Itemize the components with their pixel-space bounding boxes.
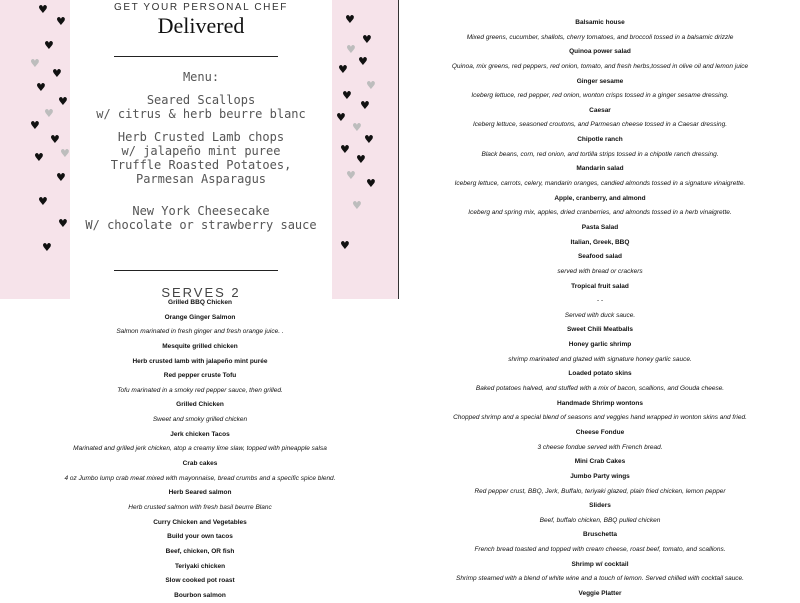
menu-item-description: 3 cheese fondue served with French bread. [537, 443, 663, 451]
heart-icon: ♥ [34, 151, 44, 164]
menu-item-title: Seafood salad [577, 253, 623, 261]
page-divider [398, 0, 399, 299]
menu-item-title: Bruschetta [583, 531, 617, 539]
menu-item-title: Bourbon salmon [174, 591, 226, 599]
menu-item-description: Baked potatoes halved, and stuffed with a mix of bacon, scallions, and Gouda cheese. [475, 385, 725, 393]
menu-item-title: Mesquite grilled chicken [162, 342, 238, 350]
heart-icon: ♥ [358, 55, 368, 68]
menu-item-description: Herb crusted salmon with fresh basil beurre Blanc [128, 503, 272, 511]
heart-icon: ♥ [352, 121, 362, 134]
menu-item-title: Orange Ginger Salmon [164, 313, 236, 321]
dish-line: W/ chocolate or strawberry sauce [85, 218, 317, 232]
heart-icon: ♥ [356, 153, 366, 166]
dish-dessert [70, 204, 332, 232]
menu-item-description: Salmon marinated in fresh ginger and fresh orange juice. . [116, 328, 284, 336]
menu-item-description: 4 oz Jumbo lump crab meat mixed with mayonnaise, bread crumbs and a specific spice blend. [64, 474, 336, 482]
menu-item-description: Red pepper crust, BBQ, Jerk, Buffalo, teriyaki glazed, plain fried chicken, lemon pepper [474, 487, 726, 495]
menu-item-title: Sweet Chili Meatballs [566, 326, 634, 334]
menu-item-description: Iceberg lettuce, red pepper, red onion, wonton crisps tossed in a ginger sesame dressing. [471, 92, 729, 100]
menu-item-description: Chopped shrimp and a special blend of seasons and veggies hand wrapped in wonton skins and fried. [453, 414, 747, 422]
dish-line: Parmesan Asparagus [135, 172, 267, 186]
menu-item-title: Red pepper cruste Tofu [163, 372, 237, 380]
menu-heading: Menu: [182, 70, 220, 84]
menu-item-description: shrimp marinated and glazed with signature honey garlic sauce. [508, 355, 692, 363]
dish-line: Truffle Roasted Potatoes, [110, 158, 292, 172]
heart-icon: ♥ [346, 169, 356, 182]
dish-line: Herb Crusted Lamb chops [117, 130, 285, 144]
heart-icon: ♥ [50, 133, 60, 146]
serves-label: SERVES 2 [161, 285, 241, 300]
heart-icon: ♥ [360, 99, 370, 112]
heart-icon: ♥ [336, 111, 346, 124]
heart-icon: ♥ [352, 199, 362, 212]
heart-icon: ♥ [44, 39, 54, 52]
menu-item-title: Mini Crab Cakes [574, 458, 626, 466]
heart-icon: ♥ [38, 195, 48, 208]
menu-item-title: Apple, cranberry, and almond [554, 194, 646, 202]
dish-main [70, 130, 332, 186]
heart-icon: ♥ [342, 89, 352, 102]
menu-item-title: Herb crusted lamb with jalapeño mint purée [132, 357, 268, 365]
heart-icon: ♥ [44, 107, 54, 120]
menu-item-description: French bread toasted and topped with cream cheese, roast beef, tomato, and scallions. [474, 546, 726, 554]
heart-icon: ♥ [38, 3, 48, 16]
menu-item-title: Grilled BBQ Chicken [168, 299, 232, 306]
menu-item-description: Tofu marinated in a smoky red pepper sauce, then grilled. [117, 386, 283, 394]
menu-item-title: Beef, chicken, OR fish [165, 547, 235, 555]
menu-item-title: Handmade Shrimp wontons [557, 399, 643, 407]
menu-item-title: Jumbo Party wings [570, 472, 630, 480]
heart-icon: ♥ [366, 177, 376, 190]
menu-item-description: Shrimp steamed with a blend of white wine and a touch of lemon. Served chilled with cocktail sauce. [456, 575, 744, 583]
heart-icon: ♥ [366, 79, 376, 92]
dish-line: w/ citrus & herb beurre blanc [96, 107, 306, 121]
menu-item-title: Shrimp w/ cocktail [571, 560, 629, 568]
menu-item-description: Mixed greens, cucumber, shallots, cherry tomatoes, and broccoli tossed in a balsamic drizzle [466, 33, 734, 41]
menu-item-title: Build your own tacos [167, 533, 233, 541]
menu-item-title: Cheese Fondue [575, 428, 625, 436]
heart-icon: ♥ [340, 239, 350, 252]
tagline: GET YOUR PERSONAL CHEF [114, 2, 288, 13]
menu-item-description: Iceberg lettuce, seasoned croutons, and Parmesan cheese tossed in a Caesar dressing. [472, 121, 727, 129]
brand-title: Delivered [157, 13, 245, 38]
menu-item-description: Served with duck sauce. [564, 311, 636, 319]
menu-item-title: Italian, Greek, BBQ [570, 238, 630, 246]
heart-icon: ♥ [30, 119, 40, 132]
menu-item-title: Loaded potato skins [568, 370, 632, 378]
menu-item-title: Honey garlic shrimp [568, 341, 632, 349]
heart-icon: ♥ [346, 43, 356, 56]
menu-item-description: Black beans, corn, red onion, and tortilla strips tossed in a chipotle ranch dressing. [481, 150, 719, 158]
menu-item-title: Grilled Chicken [176, 401, 224, 409]
heart-icon: ♥ [36, 81, 46, 94]
heart-icon: ♥ [56, 15, 66, 28]
heart-icon: ♥ [42, 241, 52, 254]
heart-icon: ♥ [30, 57, 40, 70]
divider [114, 270, 278, 271]
menu-item-title: Caesar [589, 106, 611, 114]
menu-item-description: Beef, buffalo chicken, BBQ pulled chicken [539, 516, 661, 524]
heart-icon: ♥ [338, 63, 348, 76]
menu-item-title: Chipotle ranch [577, 136, 623, 144]
dish-line: New York Cheesecake [132, 204, 270, 218]
menu-item-title: Mandarin salad [576, 165, 624, 173]
entree-list [0, 296, 400, 603]
menu-item-title: Slow cooked pot roast [165, 577, 235, 585]
heart-icon: ♥ [58, 95, 68, 108]
dish-starter [70, 93, 332, 121]
menu-item-title: Tropical fruit salad [571, 282, 629, 290]
appetizer-list [400, 16, 800, 602]
menu-item-description: Sweet and smoky grilled chicken [152, 416, 248, 424]
menu-item-title: Teriyaki chicken [174, 562, 226, 570]
menu-item-title: Balsamic house [575, 19, 625, 26]
menu-item-title: Herb Seared salmon [168, 489, 232, 497]
menu-item-title: Curry Chicken and Vegetables [153, 518, 247, 526]
menu-item-description: Iceberg lettuce, carrots, celery, mandarin oranges, candied almonds tossed in a signature vinaigrette. [454, 180, 746, 188]
menu-item-title: Jerk chicken Tacos [170, 430, 230, 438]
menu-item-description: served with bread or crackers [557, 267, 643, 275]
menu-item-title: Ginger sesame [576, 77, 624, 85]
heart-icon: ♥ [58, 217, 68, 230]
menu-item-description: Iceberg and spring mix, apples, dried cranberries, and almonds tossed in a herb vinaigrette. [468, 209, 732, 217]
menu-item-description: - - [596, 297, 604, 305]
menu-item-description: Marinated and grilled jerk chicken, atop a creamy lime slaw, topped with pineapple salsa [73, 445, 327, 453]
heart-icon: ♥ [340, 143, 350, 156]
heart-icon: ♥ [52, 67, 62, 80]
heart-icon: ♥ [60, 147, 70, 160]
heart-icon: ♥ [364, 133, 374, 146]
menu-item-title: Veggie Platter [578, 589, 622, 597]
dish-line: w/ jalapeño mint puree [121, 144, 281, 158]
divider [114, 56, 278, 57]
dish-line: Seared Scallops [146, 93, 256, 107]
menu-item-description: Quinoa, mix greens, red peppers, red onion, tomato, and fresh herbs,tossed in olive oil and lemon juice [451, 62, 749, 70]
heart-icon: ♥ [56, 171, 66, 184]
heart-icon: ♥ [362, 33, 372, 46]
menu-item-title: Sliders [589, 502, 611, 510]
menu-item-title: Crab cakes [182, 460, 218, 468]
heart-icon: ♥ [345, 13, 355, 26]
menu-item-title: Pasta Salad [581, 223, 619, 231]
menu-item-title: Quinoa power salad [569, 48, 631, 56]
